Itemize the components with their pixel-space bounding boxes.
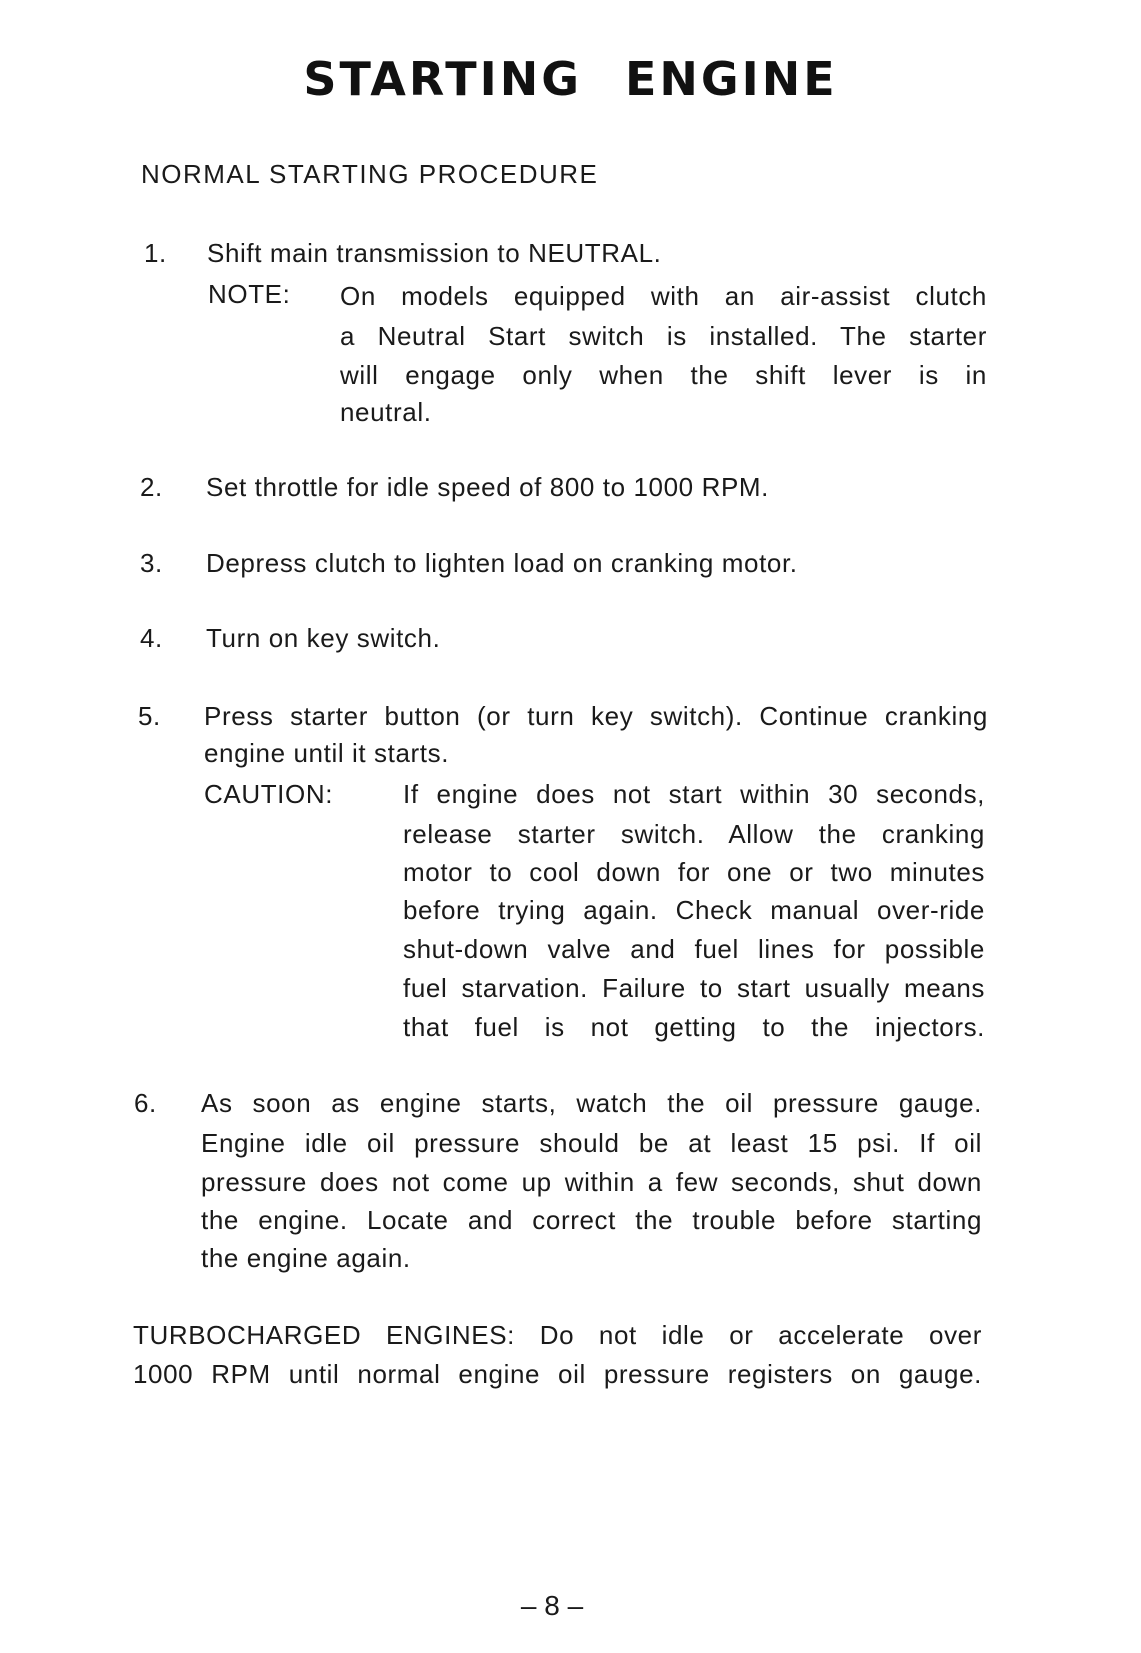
caution-text: release starter switch. Allow the cranking: [403, 819, 985, 849]
step-text: the engine again.: [201, 1243, 411, 1273]
note-text: neutral.: [340, 397, 432, 427]
caution-text: motor to cool down for one or two minutes: [403, 857, 985, 887]
turbo-note: TURBOCHARGED ENGINES: Do not idle or accelerate over: [133, 1320, 982, 1350]
note-text: On models equipped with an air-assist clutch: [340, 281, 987, 311]
caution-text: before trying again. Check manual over-ride: [403, 895, 985, 925]
turbo-note: 1000 RPM until normal engine oil pressure registers on gauge.: [133, 1359, 982, 1389]
caution-text: that fuel is not getting to the injectors.: [403, 1012, 985, 1042]
page-number: – 8 –: [520, 1590, 584, 1621]
step-text: Press starter button (or turn key switch). Continue cranking: [204, 701, 988, 731]
note-text: a Neutral Start switch is installed. The starter: [340, 321, 987, 351]
step-text: Shift main transmission to NEUTRAL.: [207, 238, 662, 268]
caution-label: CAUTION:: [204, 779, 334, 809]
step-number: 5.: [138, 701, 161, 731]
step-text: Set throttle for idle speed of 800 to 1000 RPM.: [206, 472, 769, 502]
step-number: 6.: [134, 1088, 157, 1118]
caution-text: shut-down valve and fuel lines for possible: [403, 934, 985, 964]
caution-text: If engine does not start within 30 seconds,: [403, 779, 985, 809]
step-text: As soon as engine starts, watch the oil pressure gauge.: [201, 1088, 982, 1118]
step-number: 3.: [140, 548, 163, 578]
step-number: 2.: [140, 472, 163, 502]
step-text: engine until it starts.: [204, 738, 450, 768]
step-text: pressure does not come up within a few seconds, shut down: [201, 1167, 982, 1197]
caution-text: fuel starvation. Failure to start usually means: [403, 973, 985, 1003]
note-label: NOTE:: [208, 279, 291, 309]
note-text: will engage only when the shift lever is in: [340, 360, 987, 390]
page-title: STARTING ENGINE: [303, 52, 838, 106]
step-text: Turn on key switch.: [206, 623, 441, 653]
step-text: Depress clutch to lighten load on cranking motor.: [206, 548, 798, 578]
step-number: 4.: [140, 623, 163, 653]
step-text: Engine idle oil pressure should be at least 15 psi. If oil: [201, 1128, 982, 1158]
step-number: 1.: [144, 238, 167, 268]
step-text: the engine. Locate and correct the trouble before starting: [201, 1205, 982, 1235]
section-heading: NORMAL STARTING PROCEDURE: [141, 159, 599, 189]
